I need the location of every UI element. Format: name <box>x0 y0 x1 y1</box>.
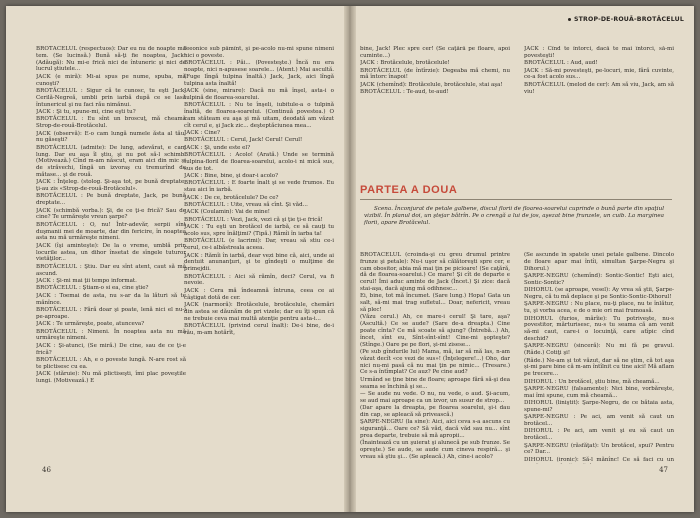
dialogue-text: : De ce, brotăcelule? De ce? <box>198 194 279 201</box>
dialogue-text: : Şi-mi mai ţii tempo informat. <box>50 278 137 285</box>
dialogue-text: : Un brotăcel, ştiu bine, mă cheamă... <box>553 378 660 385</box>
dialogue-line <box>360 405 510 419</box>
speaker-name: BROTĂCELUL <box>36 328 78 335</box>
dialogue-line <box>36 145 186 179</box>
dialogue-text: : Cerul, Jack! Cerul! Cerul! <box>225 137 303 144</box>
book-spread <box>6 6 694 512</box>
dialogue-text: (Coulamin): Vai de mine! <box>198 209 270 216</box>
speaker-name: BROTĂCELUL <box>360 252 402 258</box>
dialogue-line <box>360 314 510 348</box>
dialogue-text: : Înţeleg. (stolog. Şi-aşa tot, pe bună dreptate, ţi-au zis «Strop-de-rouă-Brotăcelul». <box>36 179 186 193</box>
speaker-name: BROTĂCELUL <box>184 238 226 245</box>
dialogue-line <box>184 217 334 224</box>
dialogue-line <box>524 46 674 60</box>
dialogue-line <box>184 102 334 129</box>
dialogue-text: : Eu sînt un broscuţ, mă cheamă Strop-de-rouă-Brotăcelul. <box>36 116 186 130</box>
dialogue-text: : E foarte înalt şi se vede frumos. Eu stau aici în iarbă. <box>184 180 334 194</box>
speaker-name: BROTĂCELUL <box>360 67 402 74</box>
dialogue-text: : Pe aci, am venit şi eu să caut un brotăcel... <box>524 428 674 442</box>
dialogue-text: : Brotăcelule, brotăcelule! <box>374 60 450 67</box>
dialogue-text: (croinda-şi cu greu drumul printre frunze şi petale): Nu-i uşor să călătoreşti spre cer, e cam obositor, abia mă mai ţin pe picioare! (Se caţără, dă de floarea-soarelui.) Ce mare! Şi cît de departe e cerul! Îmi aduc aminte de Jack (Încet.) Şi zice: dacă stai-aşa, dacă ajung mă odihnesc... <box>360 252 510 292</box>
speaker-name: JACK <box>36 342 51 349</box>
dialogue-line <box>184 173 334 180</box>
dialogue-text: : Fără doar şi poate, lenă nici el nu-i pe-aproape. <box>36 306 186 320</box>
speaker-name: JACK <box>184 224 199 231</box>
divider <box>360 199 672 200</box>
dialogue-line <box>36 243 186 263</box>
speaker-name: BROTĂCELUL <box>36 221 78 228</box>
dialogue-line <box>360 60 510 67</box>
running-header-text: STROP-DE-ROUĂ-BROTĂCELUL <box>573 16 684 23</box>
dialogue-line <box>36 46 186 73</box>
dialogue-line <box>524 400 674 414</box>
speaker-name: JACK <box>184 287 199 294</box>
speaker-name: JACK <box>36 321 51 328</box>
dialogue-text: : Pe aci, am venit să caut un brotăcel... <box>524 414 674 428</box>
dialogue-text: : Nimeni. În noaptea asta nu mă urmăreşte nimeni. <box>36 328 186 342</box>
speaker-name: BROTĂCELUL <box>36 144 78 151</box>
dialogue-text: (ironic): Să-l mănînc! Ce să faci cu un <box>556 456 674 463</box>
dialogue-line <box>184 323 334 337</box>
dialogue-line <box>184 60 334 87</box>
speaker-name: BROTĂCELUL <box>36 263 78 270</box>
speaker-name: JACK <box>36 130 51 137</box>
dialogue-text: (Râde.) Ne-am și tot văzut, dar să ne ştim, că tot aşa și-mi pare bine că m-am întîlnit cu tine aici! Mă aflam pe trecere... <box>524 357 674 378</box>
dialogue-text: : Şi tu, spune-mi, cine eşti tu? <box>50 108 136 115</box>
dialogue-line <box>524 428 674 442</box>
dialogue-line <box>524 379 674 386</box>
speaker-name: BROTĂCELUL <box>524 81 566 88</box>
dialogue-text: : Nu te înşeli, iubitule-a o tulpină înaltă, de floarea-soarelui. (Continuă povestea.) O cam stăteam eu aşa şi mă uitam, deodată am văzut cît cerul e, şi Jack zic... deşteptăciunea mea... <box>184 102 334 129</box>
dialogue-line <box>360 252 510 293</box>
page-number-left: 46 <box>42 466 51 474</box>
speaker-name: JACK <box>184 194 199 201</box>
right-bottom-column-2 <box>524 252 674 464</box>
speaker-name: BROTĂCELUL <box>184 322 226 329</box>
dialogue-line <box>360 89 510 96</box>
dialogue-text: : Pe bună dreptate, Jack, pe bună dreptate... <box>36 193 186 207</box>
dialogue-text: Ei, bine, tot mă încumet. (Sare lung.) Hopa! Gata un salt, să-mi mai trag sufletul... Doar, nefericit, vreau să plec! <box>360 293 510 313</box>
dialogue-text: : Uite, vreau să cînt. Şi văd... <box>225 202 308 209</box>
speaker-name: ŞARPE-NEGRU <box>524 301 569 308</box>
part-title: PARTEA A DOUA <box>360 184 458 196</box>
dialogue-text: (schimbă vorba.): Şi, de ce ţi-e frică? Sau de cine? Te urmăreşte vreun şarpe? <box>36 207 186 221</box>
dialogue-line <box>36 193 186 207</box>
dialogue-text: (Dar apare la dreapta, pe floarea soarelui, şi-i dau din cap, se apleacă să privească.) <box>360 405 510 418</box>
left-page <box>6 6 348 512</box>
dialogue-text: : Ah, e o poveste lungă. N-are rost să te plictisesc cu ea. <box>36 356 186 370</box>
dialogue-text: (sinceră): Nu mi fă pe gravul. (Râde.) Cotiţi şi! <box>524 343 674 357</box>
dialogue-text: (falsamente): Nici bine, vorbăreşte, mai îmi spune, cum mă cheamă... <box>524 385 674 399</box>
dialogue-line <box>36 116 186 130</box>
dialogue-line <box>36 357 186 371</box>
speaker-name: BROTĂCELUL <box>184 102 226 109</box>
speaker-name: DIHORUL <box>524 287 554 294</box>
dialogue-text: (chemînd): Brotăcelule, brotăcelule, stai aşa! <box>374 81 503 88</box>
speaker-name: BROTĂCELUL <box>360 89 402 96</box>
dialogue-text: : Cînd te întorci, dacă te mai întorci, să-mi povesteşti! <box>524 46 674 59</box>
speaker-name: JACK <box>524 67 539 74</box>
dialogue-text: : Te urmăreşte, poate, atunceva? <box>50 321 145 328</box>
speaker-name: BROTĂCELUL <box>184 60 226 67</box>
dialogue-line <box>524 343 674 357</box>
dialogue-text: : Vezi, Jack, vezi că şi ţie ţi-e frică! <box>225 216 323 223</box>
dialogue-line <box>184 224 334 238</box>
dialogue-text: : Acolo! (Arată.) Unde se termină tulpina-floril de floarea-soarelui, acolo-i ni mică sus, sus de tot. <box>184 152 334 172</box>
dialogue-line <box>184 288 334 302</box>
dialogue-text: (îşi aminteşte): De la o vreme, umblă prin locurile astea, un dihor însetat de sîngele tuturor vietăţilor... <box>36 242 186 263</box>
speaker-name: DIHORUL <box>524 378 554 385</box>
dialogue-line <box>360 293 510 313</box>
dialogue-text: : Te-aud, te-aud! <box>401 89 449 96</box>
dialogue-line <box>524 443 674 457</box>
dialogue-line <box>524 60 674 67</box>
speaker-name: JACK <box>184 87 199 94</box>
speaker-name: JACK <box>184 173 199 180</box>
dialogue-text: feeonice sub pămînt, şi pe-acolo nu-mi spune nimeni nici o poveste. <box>184 46 334 59</box>
dialogue-line <box>184 46 334 60</box>
dialogue-line <box>524 82 674 96</box>
speaker-name: JACK <box>524 46 539 52</box>
speaker-name: BROTĂCELUL <box>184 202 226 209</box>
dialogue-line <box>360 391 510 405</box>
dialogue-text: : Tu eşti un brotăcel de iarbă, ce să cauţi tu acolo sus, spre înălţimi? (Tipă.) Rămîi în iarba ta! <box>184 224 334 238</box>
speaker-name: BROTĂCELUL <box>36 193 78 200</box>
dialogue-line <box>524 68 674 82</box>
speaker-name: BROTĂCELUL <box>184 273 226 280</box>
dialogue-line <box>36 179 186 193</box>
speaker-name: DIHORUL <box>524 315 554 322</box>
dialogue-text: : Nu place, nu-ţi place, nu te înlătur, tu, şi vorba acea, e de o mie ori mai frumoasă. <box>524 301 674 315</box>
right-top-column-2 <box>524 46 674 164</box>
dialogue-line <box>184 195 334 202</box>
speaker-name: BROTĂCELUL <box>36 116 78 123</box>
left-column-1 <box>36 46 186 462</box>
dialogue-text: (observă): E-o cam lungă numele ăsta al tău, nu găseşti? <box>36 130 186 144</box>
dialogue-line <box>36 293 186 307</box>
dialogue-line <box>184 130 334 137</box>
dialogue-line <box>524 252 674 272</box>
speaker-name: BROTĂCELUL <box>36 87 78 94</box>
speaker-name: JACK <box>184 252 199 259</box>
dialogue-text: : Ştiam-o si ea, cine ştie? <box>77 285 149 292</box>
dialogue-text: : Cine? <box>198 129 220 136</box>
dialogue-text: (melod de cer): Am să viu, Jack, am să viu! <box>524 81 674 95</box>
dialogue-text: (Văzu cerul.) Ah, ce mare-i cerul! Şi tare, aşa? (Ascultă.) Ce se aude? (Sare de-a dreapta.) Cine poate cînta? Ce mă scoate să ajung? (Întrebă...) Ah, încet, sînt eu, Sînt-sînt-sînt! Cine-mi şopteşte? (Stînge.) Oare pe pe flori, şi-mi zisese... <box>360 314 510 348</box>
dialogue-line <box>36 88 186 108</box>
dialogue-line <box>36 131 186 145</box>
dialogue-line <box>184 274 334 288</box>
dialogue-line <box>360 377 510 391</box>
dialogue-text: : Cera mă îndeamnă întruna, ceea ce ai câştigat dotă de cer. <box>184 287 334 301</box>
dialogue-line <box>524 301 674 315</box>
dialogue-text: (e miră): Mi-ai spus pe nume, spuba, mă cunoşti? <box>36 73 186 87</box>
dialogue-text: (chemînd): Sontic-Sontic! Eşti aici, Sontic-Sontic? <box>524 272 674 286</box>
dialogue-text: : Toemai de asta, nu s-ar da la lături să te mănînce. <box>36 292 186 306</box>
dialogue-text: (narmoră): Brotăcelule, brotăcelule, chemări din astea se dăunăm de pri vizele; dar eu îţi spun că ne trebuie ceva mai multă atenţie pentru asta-i... <box>184 301 334 322</box>
speaker-name: BROTĂCELUL <box>36 306 78 313</box>
dialogue-line <box>184 152 334 172</box>
dialogue-text: (se aproape, vesel): Ay vrea să ştii, Şarpe-Negru, că tu mă deplace şi pe Sontic-Sontic-Dihorul! <box>524 287 674 300</box>
speaker-name: ŞARPE-NEGRU <box>524 272 569 279</box>
dialogue-line <box>36 222 186 242</box>
dialogue-line <box>36 371 186 385</box>
dialogue-line <box>524 316 674 343</box>
dialogue-line <box>184 253 334 273</box>
dialogue-text: (răsfăţat): Un brotăcel, spui? Pentru ce? Dar... <box>524 442 674 456</box>
dialogue-text: (stăruie): Nu mă plictiseşti, îmi plac poveştile lungi. (Motivează.) E <box>36 371 186 384</box>
dialogue-line <box>36 278 186 285</box>
right-top-column-1 <box>360 46 510 164</box>
speaker-name: JACK <box>184 209 199 216</box>
speaker-name: JACK <box>184 144 199 151</box>
dialogue-text: ŞARPE-NEGRU (la sine): Aici, aici ceva s-a ascuns cu siguranţă... Oare ce? Să văd, dacă văd sau nu... sînt prea departe, trebuie să mă apropii... <box>360 419 510 439</box>
dialogue-text: (sine, mirare): Dacă nu mă înşel, asta-i o tulpină de floarea-soarelui. <box>184 87 334 101</box>
speaker-name: BROTĂCELUL <box>184 216 226 223</box>
dialogue-text: (de întîrzie): Degeaba mă chemi, nu mă întorc înapoi! <box>360 67 510 81</box>
speaker-name: ŞARPE-NEGRU <box>524 442 569 449</box>
dialogue-text: (e lacrimi): Dar, vreau să stiu ce-i cerul, ce-i albăstreala aceea. <box>184 238 334 252</box>
dialogue-line <box>524 414 674 428</box>
speaker-name: BROTĂCELUL <box>184 180 226 187</box>
speaker-name: BROTĂCELUL <box>184 137 226 144</box>
speaker-name: JACK <box>360 81 375 88</box>
dialogue-text: Urmând se ţine bine de floare; aproape fără să-şi dea seama se închină şi se... <box>360 376 510 390</box>
speaker-name: BROTĂCELUL <box>524 60 566 67</box>
dialogue-text: : Rămîi în iarbă, dear vezi bine că, aici, unde ai dentuit anunanţuri, şi te gîndeşti o mulţime de primejdii. <box>184 252 334 273</box>
speaker-name: JACK <box>36 242 51 249</box>
speaker-name: JACK <box>36 207 51 214</box>
speaker-name: DIHORUL <box>524 428 554 435</box>
dialogue-line <box>524 457 674 464</box>
dialogue-line <box>36 285 186 292</box>
speaker-name: ŞARPE-NEGRU <box>524 385 569 392</box>
dialogue-line <box>36 74 186 88</box>
dialogue-line <box>36 307 186 321</box>
dialogue-line <box>184 137 334 144</box>
bullet-icon <box>568 18 571 21</box>
dialogue-line <box>524 386 674 400</box>
dialogue-text: : Ştiu. Dar eu sînt atent, caut să mă ascund. <box>36 263 186 277</box>
dialogue-line <box>184 302 334 322</box>
dialogue-line <box>36 208 186 222</box>
dialogue-text: : Bine, bine, şi doar-i acolo? <box>198 173 279 180</box>
speaker-name: JACK <box>36 292 51 299</box>
dialogue-line <box>36 264 186 278</box>
dialogue-line <box>524 273 674 287</box>
dialogue-line <box>36 329 186 343</box>
speaker-name: ŞARPE-NEGRU <box>524 343 569 350</box>
right-bottom-column-1 <box>360 252 510 464</box>
dialogue-line <box>360 349 510 376</box>
right-page <box>352 6 694 512</box>
dialogue-line <box>36 109 186 116</box>
dialogue-line <box>524 287 674 301</box>
speaker-name: JACK <box>360 60 375 67</box>
speaker-name: DIHORUL <box>524 456 554 463</box>
dialogue-text: (Pe sub gîndurile lui) Mama, mă, iar să mă las, n-am văzut decît «ce vezi de sus»! (Înţelegere!...) Oho, dar nici nu-mi pasă că nu mai ţin pe nimic... (Tresare.) Ce s-a întîmplat? Ce auz? Pe cine aud? <box>360 348 510 376</box>
speaker-name: JACK <box>184 129 199 136</box>
speaker-name: BROTĂCELUL <box>184 152 226 159</box>
dialogue-line <box>360 419 510 439</box>
dialogue-line <box>360 46 510 60</box>
speaker-name: ŞARPE-NEGRU <box>524 414 569 421</box>
dialogue-text: bine, Jack! Plec spre cer! (Se caţără pe floare, apoi cuminte...) <box>360 46 510 59</box>
dialogue-line <box>184 145 334 152</box>
speaker-name: BROTĂCELUL <box>36 356 78 363</box>
dialogue-line <box>36 321 186 328</box>
dialogue-text: : O, nu! Într-adevăr, serpii sînt duşmanii mei de moarte, dar din fericire, în noaptea asta nu mă urmăreşte nimeni. <box>36 221 186 242</box>
speaker-name: BROTĂCELUL <box>36 46 78 52</box>
speaker-name: JACK <box>36 73 51 80</box>
dialogue-text: : Aud, aud! <box>565 60 598 67</box>
dialogue-text: (furios, mârîie): Tu potriveşte, nu-s povestitor, mărturisesc, nu-s tu seama că am venit să-mi caut, care-i o locuinţă, care atîpic cînd deschid? <box>524 315 674 342</box>
speaker-name: DIHORUL <box>524 400 554 407</box>
dialogue-text: (admite): De lung, adevărat, e cam lung. Dar eu aşa îl ştiu, şi nu pot să-l schimb. (Motivează.) Cînd m-am născut, eram aici din mic şi de străvechi, lîngă un izvoraş cu tremurînd de mătase... şi de rouă. <box>36 144 186 178</box>
speaker-name: JACK <box>36 108 51 115</box>
speaker-name: JACK <box>36 278 51 285</box>
speaker-name: JACK <box>36 179 51 186</box>
dialogue-line <box>184 238 334 252</box>
dialogue-line <box>184 88 334 102</box>
dialogue-text: (Se ascunde în spatele unei petale galbene. Dincolo de floare apar mai întîi, simultan Şarpe-Negru şi Dihorul.) <box>524 252 674 272</box>
running-header <box>568 16 684 23</box>
dialogue-text: : Păi... (Povesteşte.) Încă nu era noapte, nici n-apusese soarele... (Atent.) Mai ascultă. (Fuge lîngă tulpina înaltă.) Jack, Jack, aici lîngă tulpina asta înaltă! <box>184 60 334 87</box>
dialogue-text: (privind cerul înalt): De-i bine, de-i rău, m-am hotărît, <box>184 322 334 336</box>
page-number-right: 47 <box>659 466 668 474</box>
dialogue-line <box>360 440 510 460</box>
dialogue-text: (respectuos): Dar eu nu de noapte mă tem. (Se lucinsă.) Bună să-ţi fie noaptea, Jack! (Adăugă): Nu mi-e frică nici de întuneric şi nici de lucrul ştiutele... <box>36 46 186 73</box>
dialogue-text: (liniştit): Şarpe-Negru, de ce bătaia asta, spune-mi? <box>524 400 674 413</box>
dialogue-text: : Aici să rămîn, deci? Cerul, va fi nevoie. <box>184 273 334 287</box>
dialogue-line <box>360 68 510 82</box>
left-column-2 <box>184 46 334 462</box>
dialogue-line <box>360 82 510 89</box>
dialogue-text: — Se aude nu vede. O nu, nu vede, o aud. Şi-acum, se aud mai aproape ca un izvor, un susur de strop... <box>360 390 510 404</box>
scene-note: Scena. Înconjurat de petale galbene, discul florii de floarea-soarelui cuprinde o bună parte din spaţiul vizibil. În planul doi, un ştejar bătrîn. Pe o crengă a lui de jos, aşezat bine frunzele, un cuib. La marginea florii, apare Brotăcelul. <box>364 206 664 226</box>
dialogue-text: : Sigur că te cunosc, tu eşti Jack-Cerilă-Negreă, umbli prin iarbă după ce se lasă întunericul şi nu faci rău nimănui. <box>36 87 186 108</box>
speaker-name: JACK <box>36 371 51 378</box>
dialogue-line <box>184 209 334 216</box>
dialogue-text: : Să-mi povesteşti, pe-locuri, mie, fără cuvinte, ce-a fost acolo sus... <box>524 67 674 81</box>
dialogue-text: : Şi-atunci, (Se miră.) De cine, sau de ce ţi-e frică? <box>36 342 186 356</box>
dialogue-line <box>184 180 334 194</box>
dialogue-text: (Înaintează cu un şuierat şi alunecă pe sub frunze. Se opreşte.) Se aude, se aude cum cineva respiră... şi vreau să ştiu şi... (Se apleacă.) Ah, cine-i acolo? <box>360 440 510 460</box>
dialogue-line <box>524 358 674 378</box>
dialogue-line <box>36 343 186 357</box>
dialogue-text: : Şi, unde este el? <box>198 144 251 151</box>
speaker-name: BROTĂCELUL <box>36 285 78 292</box>
speaker-name: JACK <box>184 301 199 308</box>
dialogue-line <box>184 202 334 209</box>
